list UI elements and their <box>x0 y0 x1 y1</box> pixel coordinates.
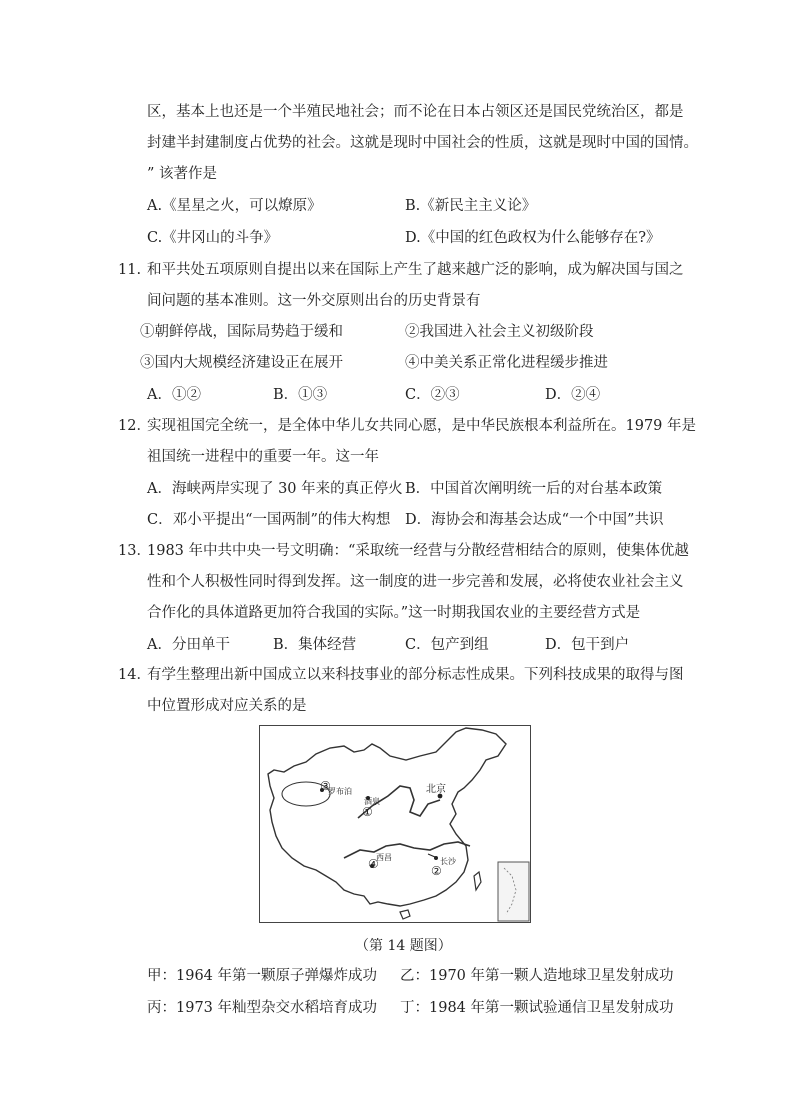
q13-option-d: D．包干到户 <box>545 637 630 653</box>
q10-line-3: ” 该著作是 <box>147 166 218 182</box>
q11-item-1: ①朝鲜停战，国际局势趋于缓和 <box>140 324 343 340</box>
hainan-island <box>400 910 410 919</box>
q14-number: 14． <box>118 667 151 683</box>
q11-item-4: ④中美关系正常化进程缓步推进 <box>405 355 608 371</box>
q13-line-1: 1983 年中共中央一号文明确：“采取统一经营与分散经营相结合的原则，使集体优越 <box>147 543 689 559</box>
q14-line-1: 有学生整理出新中国成立以来科技事业的部分标志性成果。下列科技成果的取得与图 <box>147 667 684 683</box>
q11-option-a: A．①② <box>147 387 201 403</box>
q12-option-b: B．中国首次阐明统一后的对台基本政策 <box>405 481 663 497</box>
q14-item-bing: 丙：1973 年籼型杂交水稻培育成功 <box>147 1000 378 1016</box>
taiwan-island <box>474 872 481 890</box>
q12-option-c: C．邓小平提出“一国两制”的伟大构想 <box>147 512 391 528</box>
q11-line-2: 间问题的基本准则。这一外交原则出台的历史背景有 <box>147 293 481 309</box>
q10-line-1: 区，基本上也还是一个半殖民地社会；而不论在日本占领区还是国民党统治区，都是 <box>147 104 684 120</box>
map-marker-3: ③ <box>320 779 331 793</box>
q10-line-2: 封建半封建制度占优势的社会。这就是现时中国社会的性质，这就是现时中国的国情。 <box>147 135 698 151</box>
q12-line-1: 实现祖国完全统一，是全体中华儿女共同心愿，是中华民族根本利益所在。1979 年是 <box>147 418 697 434</box>
south-china-sea-inset <box>498 862 529 921</box>
q11-option-b: B．①③ <box>273 387 328 403</box>
q11-item-3: ③国内大规模经济建设正在展开 <box>140 355 343 371</box>
changsha-arrow <box>428 854 435 857</box>
map-marker-1: ① <box>362 805 373 819</box>
q10-option-d: D.《中国的红色政权为什么能够存在?》 <box>405 230 661 246</box>
q11-number: 11. <box>118 262 142 278</box>
map-label-beijing: 北京 <box>426 784 446 795</box>
map-marker-4: ④ <box>368 857 379 871</box>
q11-item-2: ②我国进入社会主义初级阶段 <box>405 324 594 340</box>
q14-item-jia: 甲：1964 年第一颗原子弹爆炸成功 <box>147 968 378 984</box>
q13-option-a: A．分田单干 <box>147 637 230 653</box>
q12-line-2: 祖国统一进程中的重要一年。这一年 <box>147 449 379 465</box>
q13-option-b: B．集体经营 <box>273 637 357 653</box>
q11-option-d: D．②④ <box>545 387 601 403</box>
q10-option-a: A.《星星之火，可以燎原》 <box>147 198 322 214</box>
q13-number: 13． <box>118 543 151 559</box>
map-marker-2: ② <box>431 864 442 878</box>
q12-number: 12． <box>118 418 151 434</box>
map-label-luobupo: 罗布泊 <box>328 787 352 796</box>
china-map-figure <box>259 725 531 923</box>
map-caption: （第 14 题图） <box>355 938 452 954</box>
map-label-changsha: 长沙 <box>440 857 456 866</box>
q12-option-a: A．海峡两岸实现了 30 年来的真正停火 <box>147 481 403 497</box>
map-label-jiuquan: 酒泉 <box>364 797 380 806</box>
q11-option-c: C．②③ <box>405 387 460 403</box>
q13-line-3: 合作化的具体道路更加符合我国的实际。”这一时期我国农业的主要经营方式是 <box>147 605 641 621</box>
china-map-svg <box>260 726 530 922</box>
q12-option-d: D．海协会和海基会达成“一个中国”共识 <box>405 512 664 528</box>
q14-line-2: 中位置形成对应关系的是 <box>147 698 307 714</box>
q14-item-yi: 乙：1970 年第一颗人造地球卫星发射成功 <box>400 968 674 984</box>
china-outline <box>268 728 506 906</box>
q13-line-2: 性和个人积极性同时得到发挥。这一制度的进一步完善和发展，必将使农业社会主义 <box>147 574 684 590</box>
q14-item-ding: 丁：1984 年第一颗试验通信卫星发射成功 <box>400 1000 674 1016</box>
yangtze-river <box>344 842 470 858</box>
q11-line-1: 和平共处五项原则自提出以来在国际上产生了越来越广泛的影响，成为解决国与国之 <box>147 262 684 278</box>
q13-option-c: C．包产到组 <box>405 637 489 653</box>
q10-option-c: C.《井冈山的斗争》 <box>147 230 279 246</box>
map-label-xichang: 西昌 <box>376 853 392 862</box>
q10-option-b: B.《新民主主义论》 <box>405 198 537 214</box>
